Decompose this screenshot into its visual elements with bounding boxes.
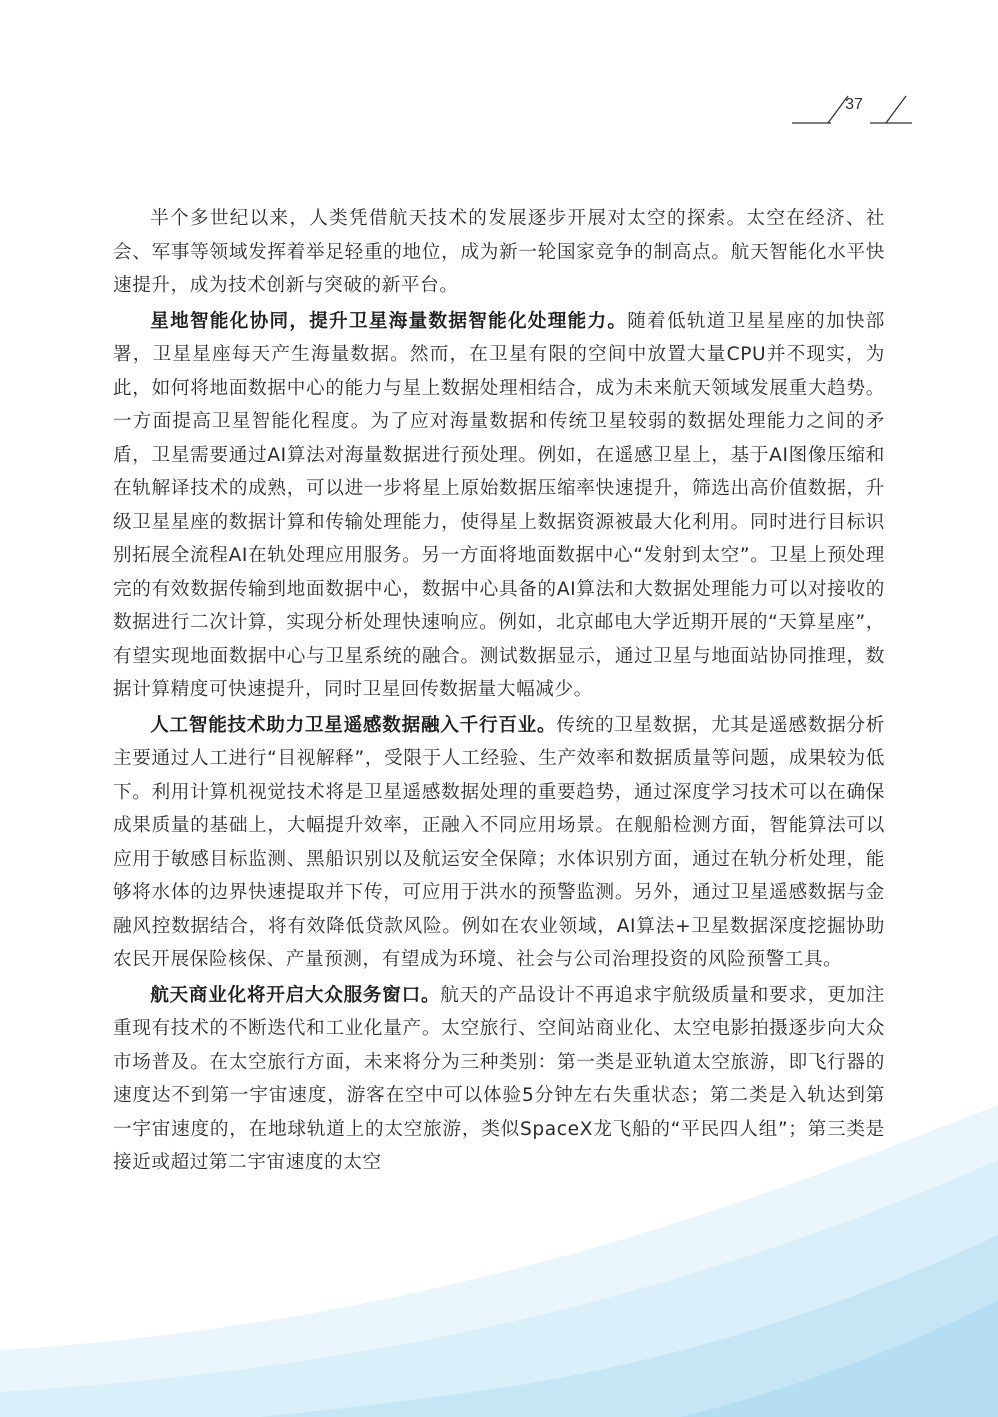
paragraph-remote-sensing-ai xyxy=(113,709,885,977)
paragraph-intro xyxy=(113,202,885,303)
paragraph-lead: 航天商业化将开启大众服务窗口。 xyxy=(150,984,441,1006)
paragraph-text: 航天的产品设计不再追求宇航级质量和要求，更加注重现有技术的不断迭代和工业化量产。太空旅行、空间站商业化、太空电影拍摄逐步向大众市场普及。在太空旅行方面，未来将分为三种类别：第一类是亚轨道太空旅游，即飞行器的速度达不到第一宇宙速度，游客在空中可以体验5分钟左右失重状态；第二类是入轨达到第一宇宙速度的，在地球轨道上的太空旅游，类似SpaceX龙飞船的“平民四人组”；第三类是接近或超过第二宇宙速度的太空 xyxy=(113,984,885,1173)
paragraph-lead: 星地智能化协同，提升卫星海量数据智能化处理能力。 xyxy=(150,310,628,332)
page-number: 37 xyxy=(845,96,863,113)
page-header xyxy=(790,92,914,126)
paragraph-text: 传统的卫星数据，尤其是遥感数据分析主要通过人工进行“目视解释”，受限于人工经验、生产效率和数据质量等问题，成果较为低下。利用计算机视觉技术将是卫星遥感数据处理的重要趋势，通过深度学习技术可以在确保成果质量的基础上，大幅提升效率，正融入不同应用场景。在舰船检测方面，智能算法可以应用于敏感目标监测、黑船识别以及航运安全保障；水体识别方面，通过在轨分析处理，能够将水体的边界快速提取并下传，可应用于洪水的预警监测。另外，通过卫星遥感数据与金融风控数据结合，将有效降低贷款风险。例如在农业领域，AI算法+卫星数据深度挖掘协助农民开展保险核保、产量预测，有望成为环境、社会与公司治理投资的风险预警工具。 xyxy=(113,714,885,970)
paragraph-satellite-ground-collaboration xyxy=(113,305,885,707)
paragraph-space-commercialization xyxy=(113,979,885,1180)
paragraph-lead: 人工智能技术助力卫星遥感数据融入千行百业。 xyxy=(150,714,557,736)
article-body xyxy=(113,202,885,1182)
paragraph-text: 半个多世纪以来，人类凭借航天技术的发展逐步开展对太空的探索。太空在经济、社会、军事等领域发挥着举足轻重的地位，成为新一轮国家竞争的制高点。航天智能化水平快速提升，成为技术创新与突破的新平台。 xyxy=(113,208,885,296)
paragraph-text: 随着低轨道卫星星座的加快部署，卫星星座每天产生海量数据。然而，在卫星有限的空间中放置大量CPU并不现实，为此，如何将地面数据中心的能力与星上数据处理相结合，成为未来航天领域发展重大趋势。一方面提高卫星智能化程度。为了应对海量数据和传统卫星较弱的数据处理能力之间的矛盾，卫星需要通过AI算法对海量数据进行预处理。例如，在遥感卫星上，基于AI图像压缩和在轨解译技术的成熟，可以进一步将星上原始数据压缩率快速提升，筛选出高价值数据，升级卫星星座的数据计算和传输处理能力，使得星上数据资源被最大化利用。同时进行目标识别拓展全流程AI在轨处理应用服务。另一方面将地面数据中心“发射到太空”。卫星上预处理完的有效数据传输到地面数据中心，数据中心具备的AI算法和大数据处理能力可以对接收的数据进行二次计算，实现分析处理快速响应。例如，北京邮电大学近期开展的“天算星座”，有望实现地面数据中心与卫星系统的融合。测试数据显示，通过卫星与地面站协同推理，数据计算精度可快速提升，同时卫星回传数据量大幅减少。 xyxy=(113,310,885,700)
